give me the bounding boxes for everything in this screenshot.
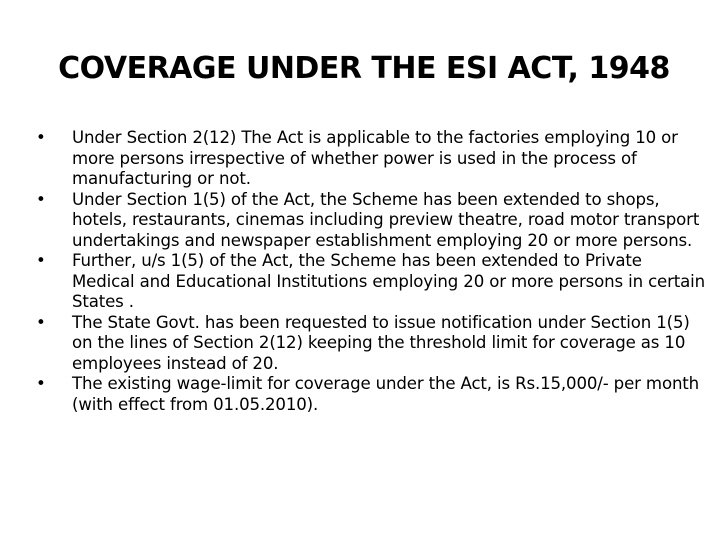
bullet-text: The existing wage-limit for coverage under the Act, is Rs.15,000/- per month (with effect from 01.05.2010). [72, 374, 700, 414]
bullet-text: The State Govt. has been requested to issue notification under Section 1(5) on the lines of Section 2(12) keeping the threshold limit for coverage as 10 employees instead of 20. [72, 312, 690, 373]
bullet-icon: • [36, 312, 46, 332]
bullet-item [36, 128, 706, 190]
bullet-icon: • [36, 251, 46, 270]
slide-title: COVERAGE UNDER THE ESI ACT, 1948 [58, 51, 670, 86]
bullet-icon: • [36, 374, 46, 393]
bullet-text: Under Section 1(5) of the Act, the Scheme has been extended to shops, hotels, restaurants, cinemas including preview theatre, road motor transport undertakings and newspaper establishment employing 20 or more persons. [72, 189, 700, 250]
bullet-item [36, 190, 706, 252]
bullet-text: Further, u/s 1(5) of the Act, the Scheme has been extended to Private Medical and Educational Institutions employing 20 or more persons in certain States . [72, 251, 705, 311]
bullet-item [36, 374, 706, 415]
bullet-item [36, 313, 706, 375]
bullet-icon: • [36, 128, 46, 147]
bullet-item [36, 251, 706, 313]
bullet-list [36, 128, 706, 415]
bullet-icon: • [36, 189, 46, 209]
bullet-text: Under Section 2(12) The Act is applicable to the factories employing 10 or more persons irrespective of whether power is used in the process of manufacturing or not. [72, 128, 678, 188]
